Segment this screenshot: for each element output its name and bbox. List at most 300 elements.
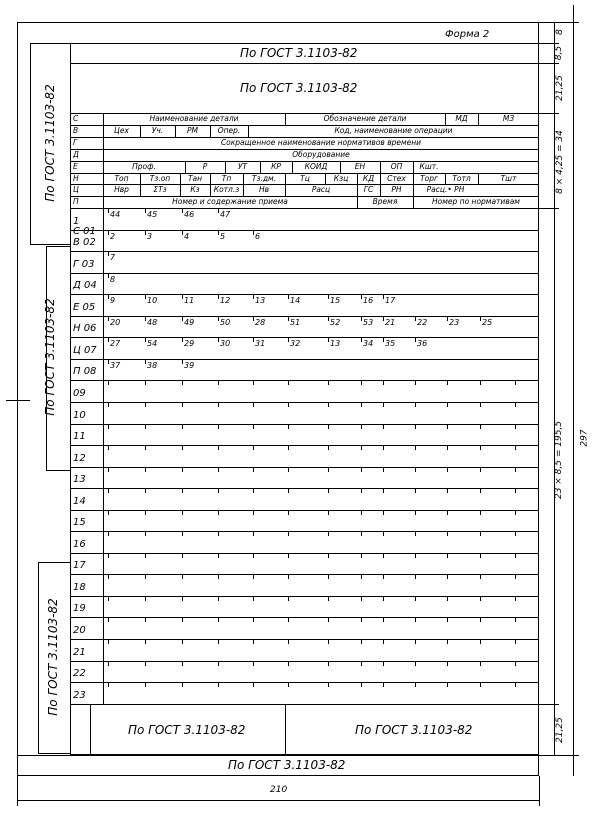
row-tick xyxy=(328,682,329,687)
service-cell-divider xyxy=(380,161,381,173)
dim-21-25-top: 21,25 xyxy=(554,75,565,101)
row-tick xyxy=(415,316,416,321)
row-tick xyxy=(447,574,448,579)
service-cell: Нв xyxy=(258,185,270,194)
service-cell-divider xyxy=(292,161,293,173)
row-tick xyxy=(218,402,219,407)
row-tick xyxy=(288,467,289,472)
row-tick xyxy=(218,294,219,299)
footer-left-border xyxy=(90,704,91,755)
row-field-number: 3 xyxy=(147,232,153,241)
row-tick xyxy=(218,208,219,213)
row-tick xyxy=(253,574,254,579)
label-column-divider xyxy=(103,113,104,704)
body-row-line xyxy=(70,661,539,662)
row-field-number: 28 xyxy=(255,318,266,327)
margin-mark xyxy=(6,400,30,401)
service-row-code: П xyxy=(73,197,79,206)
service-cell-divider xyxy=(140,184,141,196)
row-tick xyxy=(108,359,109,364)
row-field-number: 12 xyxy=(220,296,231,305)
row-tick xyxy=(182,574,183,579)
row-tick xyxy=(383,445,384,450)
service-cell: Нвр xyxy=(114,185,129,194)
service-cell-divider xyxy=(380,184,381,196)
body-row-label: 13 xyxy=(73,474,86,485)
service-cell: Тшт xyxy=(500,174,517,183)
row-tick xyxy=(361,316,362,321)
service-cell-divider xyxy=(260,161,261,173)
row-tick xyxy=(288,531,289,536)
row-tick xyxy=(108,230,109,235)
row-tick xyxy=(447,488,448,493)
row-tick xyxy=(253,316,254,321)
row-tick xyxy=(383,402,384,407)
row-tick xyxy=(288,682,289,687)
service-cell: Цех xyxy=(114,126,129,135)
row-field-number: 5 xyxy=(220,232,226,241)
row-tick xyxy=(182,337,183,342)
body-row-label: 09 xyxy=(73,388,86,399)
row-tick xyxy=(515,639,516,644)
header-divider-2 xyxy=(70,113,539,114)
row-tick xyxy=(480,661,481,666)
service-cell: Расц xyxy=(311,185,331,194)
dim-tick-208 xyxy=(539,208,559,209)
service-cell-divider xyxy=(413,184,414,196)
service-cell: Кзц xyxy=(333,174,349,183)
row-tick xyxy=(415,531,416,536)
row-tick xyxy=(447,510,448,515)
body-row-label: П 08 xyxy=(73,366,97,377)
row-tick xyxy=(415,510,416,515)
row-tick xyxy=(288,574,289,579)
form-label: Форма 2 xyxy=(445,29,490,40)
row-tick xyxy=(288,510,289,515)
body-row-line xyxy=(70,359,539,360)
row-tick xyxy=(253,488,254,493)
row-tick xyxy=(480,553,481,558)
row-tick xyxy=(145,617,146,622)
service-cell-divider xyxy=(285,113,286,125)
service-cell: Сокращенное наименование нормативов времени xyxy=(220,138,422,147)
row-tick xyxy=(383,574,384,579)
row-tick xyxy=(218,230,219,235)
row-tick xyxy=(182,359,183,364)
row-tick xyxy=(182,531,183,536)
row-field-number: 6 xyxy=(255,232,261,241)
row-field-number: 32 xyxy=(290,339,301,348)
service-row-code: Д xyxy=(73,150,79,159)
row-tick xyxy=(361,424,362,429)
row-tick xyxy=(145,531,146,536)
dim-tick-22 xyxy=(539,22,579,23)
row-tick xyxy=(480,402,481,407)
row-tick xyxy=(328,617,329,622)
footer-right-gost: По ГОСТ 3.1103-82 xyxy=(355,723,473,737)
body-row-line xyxy=(70,294,539,295)
body-row-line xyxy=(70,467,539,468)
row-tick xyxy=(447,553,448,558)
service-cell-divider xyxy=(413,196,414,208)
body-row-label: В 02 xyxy=(73,237,96,248)
row-tick xyxy=(361,510,362,515)
service-cell: Номер по нормативам xyxy=(432,197,520,206)
row-tick xyxy=(361,467,362,472)
row-tick xyxy=(480,617,481,622)
body-row-line xyxy=(70,639,539,640)
body-row-label: Н 06 xyxy=(73,323,97,334)
service-cell: Опер. xyxy=(217,126,241,135)
row-tick xyxy=(108,208,109,213)
row-field-number: 25 xyxy=(482,318,493,327)
row-tick xyxy=(383,488,384,493)
service-cell-divider xyxy=(140,125,141,137)
header-gost-main: По ГОСТ 3.1103-82 xyxy=(240,81,358,95)
row-field-number: 11 xyxy=(184,296,195,305)
row-tick xyxy=(480,682,481,687)
row-tick xyxy=(383,661,384,666)
row-tick xyxy=(383,467,384,472)
row-field-number: 13 xyxy=(255,296,266,305)
row-tick xyxy=(480,596,481,601)
service-row-code: В xyxy=(73,126,79,135)
row-tick xyxy=(108,510,109,515)
row-tick xyxy=(515,661,516,666)
row-tick xyxy=(328,596,329,601)
row-tick xyxy=(383,617,384,622)
body-row-line xyxy=(70,682,539,683)
row-tick xyxy=(447,467,448,472)
row-tick xyxy=(515,682,516,687)
row-tick xyxy=(447,682,448,687)
row-field-number: 16 xyxy=(363,296,374,305)
row-tick xyxy=(415,661,416,666)
row-tick xyxy=(383,682,384,687)
row-field-number: 52 xyxy=(330,318,341,327)
body-row-label: 16 xyxy=(73,539,86,550)
row-tick xyxy=(361,661,362,666)
dim-bottom-left-tick xyxy=(17,776,18,806)
row-tick xyxy=(447,596,448,601)
dim-tick-43 xyxy=(539,43,559,44)
service-cell: РН xyxy=(391,185,402,194)
service-cell: Код, наименование операции xyxy=(334,126,453,135)
dim-tick-63 xyxy=(539,63,559,64)
service-cell-divider xyxy=(180,184,181,196)
row-tick xyxy=(415,488,416,493)
body-row-label: Д 04 xyxy=(73,280,97,291)
row-tick xyxy=(182,639,183,644)
row-tick xyxy=(218,445,219,450)
row-tick xyxy=(145,661,146,666)
row-tick xyxy=(480,316,481,321)
row-tick xyxy=(108,445,109,450)
row-field-number: 29 xyxy=(184,339,195,348)
body-row-label: 21 xyxy=(73,647,86,658)
side-stamp-lower: По ГОСТ 3.1103-82 xyxy=(46,598,60,716)
row-field-number: 47 xyxy=(220,210,231,219)
row-tick xyxy=(182,424,183,429)
body-row-line xyxy=(70,251,539,252)
row-tick xyxy=(145,402,146,407)
body-row-label: 23 xyxy=(73,690,86,701)
row-field-number: 35 xyxy=(385,339,396,348)
row-tick xyxy=(328,445,329,450)
service-row-code: Е xyxy=(73,162,78,171)
row-tick xyxy=(447,424,448,429)
body-row-line xyxy=(70,316,539,317)
row-tick xyxy=(328,531,329,536)
row-tick xyxy=(253,467,254,472)
row-tick xyxy=(145,639,146,644)
row-tick xyxy=(515,445,516,450)
body-row-label: 18 xyxy=(73,582,86,593)
body-row-label: 19 xyxy=(73,603,86,614)
service-cell-divider xyxy=(248,125,249,137)
service-row-code: С xyxy=(73,114,79,123)
row-tick xyxy=(361,639,362,644)
row-tick xyxy=(145,682,146,687)
row-tick xyxy=(182,553,183,558)
body-row-label: Е 05 xyxy=(73,302,96,313)
row-tick xyxy=(383,510,384,515)
row-tick xyxy=(328,661,329,666)
body-row-label: 20 xyxy=(73,625,86,636)
body-row-line xyxy=(70,445,539,446)
service-cell: РМ xyxy=(187,126,198,135)
dim-line-bottom xyxy=(17,800,539,801)
row-tick xyxy=(253,531,254,536)
row-tick xyxy=(108,337,109,342)
row-tick xyxy=(447,445,448,450)
row-field-number: 51 xyxy=(290,318,301,327)
service-row-line xyxy=(70,208,539,209)
dim-bottom-right-tick xyxy=(539,776,540,806)
row-tick xyxy=(182,682,183,687)
row-tick xyxy=(288,639,289,644)
service-cell: Тц xyxy=(300,174,310,183)
row-field-number: 10 xyxy=(147,296,158,305)
row-tick xyxy=(383,553,384,558)
row-tick xyxy=(383,639,384,644)
row-tick xyxy=(447,639,448,644)
dim-8x4-25: 8 × 4,25 = 34 xyxy=(554,130,565,194)
service-cell: Обозначение детали xyxy=(323,114,407,123)
row-tick xyxy=(515,617,516,622)
row-field-number: 27 xyxy=(110,339,121,348)
row-tick xyxy=(182,467,183,472)
row-field-number: 49 xyxy=(184,318,195,327)
row-tick xyxy=(218,380,219,385)
row-tick xyxy=(253,337,254,342)
body-row-line xyxy=(70,380,539,381)
row-field-number: 13 xyxy=(330,339,341,348)
row-tick xyxy=(182,661,183,666)
row-tick xyxy=(182,445,183,450)
row-tick xyxy=(328,488,329,493)
row-tick xyxy=(288,661,289,666)
row-tick xyxy=(415,424,416,429)
row-tick xyxy=(447,316,448,321)
service-cell: КОИД xyxy=(304,162,328,171)
row-tick xyxy=(515,380,516,385)
footer-mid-border xyxy=(285,704,286,755)
service-cell: Стех xyxy=(387,174,406,183)
row-tick xyxy=(253,661,254,666)
row-tick xyxy=(145,596,146,601)
service-cell: МЗ xyxy=(502,114,515,123)
body-row-line xyxy=(70,510,539,511)
row-tick xyxy=(108,531,109,536)
service-cell: Тотл xyxy=(452,174,471,183)
row-tick xyxy=(288,553,289,558)
row-tick xyxy=(288,596,289,601)
row-field-number: 37 xyxy=(110,361,121,370)
dim-line-outer xyxy=(573,5,574,776)
body-row-label: 22 xyxy=(73,668,86,679)
row-tick xyxy=(480,380,481,385)
row-field-number: 38 xyxy=(147,361,158,370)
service-cell: Р xyxy=(202,162,208,171)
row-tick xyxy=(361,380,362,385)
service-cell-divider xyxy=(210,184,211,196)
row-tick xyxy=(218,316,219,321)
body-row-line xyxy=(70,488,539,489)
row-tick xyxy=(361,574,362,579)
service-cell: Расц.• РН xyxy=(426,185,465,194)
row-tick xyxy=(218,531,219,536)
row-field-number: 46 xyxy=(184,210,195,219)
row-tick xyxy=(328,553,329,558)
row-tick xyxy=(108,273,109,278)
row-field-number: 50 xyxy=(220,318,231,327)
row-tick xyxy=(145,510,146,515)
body-row-line xyxy=(70,230,539,231)
row-tick xyxy=(328,574,329,579)
row-tick xyxy=(515,553,516,558)
row-tick xyxy=(145,316,146,321)
row-tick xyxy=(383,380,384,385)
row-field-number: 20 xyxy=(110,318,121,327)
service-cell: Тз.оп xyxy=(149,174,171,183)
row-tick xyxy=(108,488,109,493)
row-tick xyxy=(480,531,481,536)
row-tick xyxy=(253,617,254,622)
row-tick xyxy=(182,294,183,299)
row-tick xyxy=(253,445,254,450)
service-cell-divider xyxy=(357,184,358,196)
row-tick xyxy=(145,488,146,493)
body-row-label: 17 xyxy=(73,560,86,571)
row-tick xyxy=(415,596,416,601)
row-tick xyxy=(145,230,146,235)
row-tick xyxy=(328,510,329,515)
row-tick xyxy=(515,402,516,407)
row-tick xyxy=(253,424,254,429)
row-tick xyxy=(328,294,329,299)
body-row-label: Ц 07 xyxy=(73,345,97,356)
service-cell: Уч. xyxy=(151,126,164,135)
service-cell-divider xyxy=(225,161,226,173)
service-row-code: Н xyxy=(73,174,79,183)
dim-297: 297 xyxy=(579,429,590,447)
body-row-label: 10 xyxy=(73,410,86,421)
row-field-number: 21 xyxy=(385,318,396,327)
service-cell: Тп xyxy=(221,174,232,183)
row-tick xyxy=(415,682,416,687)
row-field-number: 53 xyxy=(363,318,374,327)
service-cell: МД xyxy=(455,114,468,123)
row-tick xyxy=(108,617,109,622)
row-field-number: 17 xyxy=(385,296,396,305)
row-tick xyxy=(182,380,183,385)
row-tick xyxy=(108,251,109,256)
row-tick xyxy=(361,402,362,407)
body-row-line xyxy=(70,402,539,403)
service-cell: Топ xyxy=(114,174,129,183)
row-tick xyxy=(328,380,329,385)
row-tick xyxy=(108,553,109,558)
row-tick xyxy=(218,467,219,472)
row-tick xyxy=(145,380,146,385)
row-tick xyxy=(108,574,109,579)
service-cell: Торг xyxy=(420,174,438,183)
row-tick xyxy=(108,294,109,299)
service-cell: ЕН xyxy=(354,162,366,171)
row-field-number: 23 xyxy=(449,318,460,327)
body-row-label: 11 xyxy=(73,431,86,442)
dim-tick-704 xyxy=(539,704,559,705)
row-tick xyxy=(182,402,183,407)
footer-left-gost: По ГОСТ 3.1103-82 xyxy=(128,723,246,737)
row-tick xyxy=(515,488,516,493)
row-tick xyxy=(145,467,146,472)
row-tick xyxy=(361,445,362,450)
dim-8: 8 xyxy=(554,29,565,35)
row-tick xyxy=(218,617,219,622)
row-tick xyxy=(328,424,329,429)
row-tick xyxy=(515,510,516,515)
row-tick xyxy=(218,337,219,342)
row-tick xyxy=(515,467,516,472)
dim-210: 210 xyxy=(270,785,288,795)
row-tick xyxy=(480,574,481,579)
service-cell-divider xyxy=(478,113,479,125)
dim-tick-113 xyxy=(539,113,559,114)
row-tick xyxy=(253,294,254,299)
service-row-code: Г xyxy=(73,138,78,147)
row-tick xyxy=(145,445,146,450)
row-tick xyxy=(253,402,254,407)
row-tick xyxy=(108,467,109,472)
row-tick xyxy=(182,596,183,601)
row-tick xyxy=(182,488,183,493)
row-tick xyxy=(253,510,254,515)
service-cell: КД xyxy=(362,174,375,183)
service-cell-divider xyxy=(357,196,358,208)
row-tick xyxy=(515,424,516,429)
row-tick xyxy=(361,337,362,342)
row-field-number: 4 xyxy=(184,232,190,241)
body-row-label: 12 xyxy=(73,453,86,464)
service-row-code: Ц xyxy=(73,185,79,194)
service-cell: Тан xyxy=(187,174,203,183)
row-tick xyxy=(383,596,384,601)
row-field-number: 7 xyxy=(110,253,116,262)
service-cell: Наименование детали xyxy=(149,114,239,123)
body-row-line xyxy=(70,553,539,554)
